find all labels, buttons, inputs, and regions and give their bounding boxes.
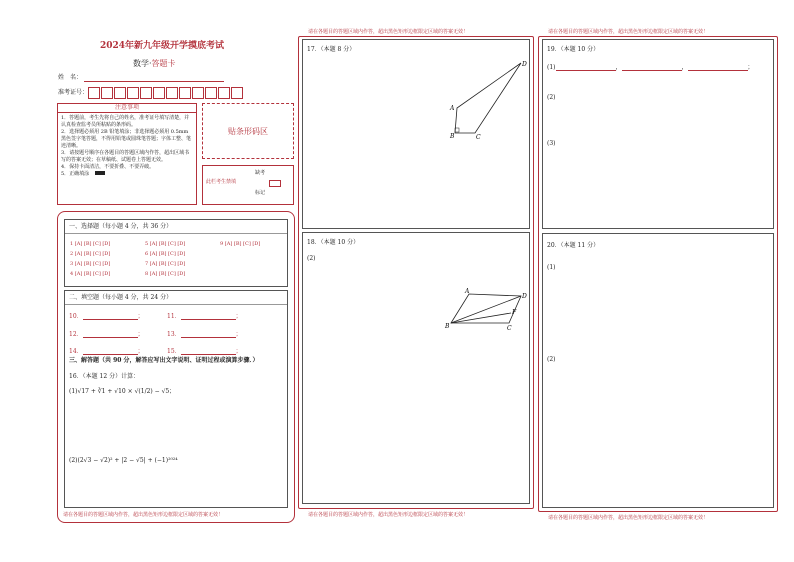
subtitle-dot: ·	[149, 59, 152, 68]
q17-label-A: A	[450, 105, 455, 112]
absent-forbidden: 此栏考生禁填	[206, 179, 237, 185]
q16-part2: (2)(2√3 − √2)² + |2 − √5| + (−1)²⁰²⁴	[69, 457, 178, 464]
choice-row[interactable]: 2 [A] [B] [C] [D]	[70, 251, 111, 257]
choice-row[interactable]: 1 [A] [B] [C] [D]	[70, 241, 111, 247]
section1-title: 一、选择题（每小题 4 分，共 36 分）	[69, 223, 173, 230]
filled-sample-icon	[95, 171, 105, 175]
q18-label-B: B	[445, 323, 450, 330]
barcode-label: 贴条形码区	[228, 126, 268, 136]
name-input-line[interactable]	[84, 81, 224, 82]
q18-title: 18．（本题 10 分）	[307, 239, 360, 246]
header-warning-col2: 请在各题目的答题区域内作答，超出黑色矩形边框限定区域的答案无效！	[308, 29, 469, 35]
choice-row[interactable]: 8 [A] [B] [C] [D]	[145, 271, 186, 277]
header-warning-col3: 请在各题目的答题区域内作答，超出黑色矩形边框限定区域的答案无效！	[548, 29, 709, 35]
subtitle-card: 答题卡	[151, 59, 176, 68]
subtitle	[133, 58, 176, 69]
barcode-area	[202, 103, 294, 159]
notice-item-2: 2．选择题必须用 2B 铅笔填涂；非选择题必须用 0.5mm 黑色签字笔答题，不得用铅笔或圆珠笔答题；字体工整、笔迹清晰。	[61, 129, 192, 149]
name-row	[58, 74, 224, 82]
blank-12[interactable]: 12． ；	[69, 331, 144, 338]
q17-label-D: D	[522, 61, 527, 68]
q19-part1[interactable]: (1) ， ， ；	[547, 64, 754, 71]
choice-row[interactable]: 5 [A] [B] [C] [D]	[145, 241, 186, 247]
id-cells[interactable]	[88, 87, 244, 99]
q17-figure	[443, 58, 533, 158]
q18-label-D: D	[522, 293, 527, 300]
choice-row[interactable]: 7 [A] [B] [C] [D]	[145, 261, 186, 267]
q19-title: 19．（本题 10 分）	[547, 46, 600, 53]
section2-box	[64, 290, 288, 508]
choice-row[interactable]: 4 [A] [B] [C] [D]	[70, 271, 111, 277]
blank-14[interactable]: 14． ；	[69, 348, 144, 355]
q19-box	[542, 39, 774, 229]
section2-title: 二、填空题（每小题 4 分，共 24 分）	[69, 294, 173, 301]
q18-figure	[443, 285, 531, 335]
notice-item-4: 4．保持卡面清洁，不要折叠、不要弄破。	[61, 164, 155, 170]
footer-warning-col1: 请在各题目的答题区域内作答，超出黑色矩形边框限定区域的答案无效！	[63, 512, 224, 518]
notice-list	[58, 113, 196, 180]
absent-mark-box[interactable]	[269, 180, 281, 187]
q17-label-C: C	[476, 134, 481, 141]
q16-title: 16．（本题 12 分）计算：	[69, 373, 140, 380]
notice-item-3: 3．请按题号顺序在各题目的答题区域内作答，超出区域书写的答案无效；在草稿纸、试题卷上答题无效。	[61, 150, 190, 163]
q17-label-B: B	[450, 133, 455, 140]
q20-box	[542, 233, 774, 508]
q18-label-C: C	[507, 325, 512, 332]
exam-title: 2024年新九年级开学摸底考试	[100, 41, 225, 51]
choice-row[interactable]: 3 [A] [B] [C] [D]	[70, 261, 111, 267]
q20-part1: (1)	[547, 264, 556, 271]
footer-warning-col3: 请在各题目的答题区域内作答，超出黑色矩形边框限定区域的答案无效！	[548, 515, 709, 521]
absent-label: 缺考	[255, 170, 266, 176]
choice-row[interactable]: 9 [A] [B] [C] [D]	[220, 241, 261, 247]
q20-part2: (2)	[547, 356, 556, 363]
choice-col2	[145, 239, 185, 279]
blank-10[interactable]: 10． ；	[69, 313, 144, 320]
section1-box	[64, 219, 288, 287]
choice-col3	[220, 239, 260, 249]
choice-row[interactable]: 6 [A] [B] [C] [D]	[145, 251, 186, 257]
q17-title: 17．（本题 8 分）	[307, 46, 356, 53]
id-label: 准考证号：	[58, 89, 89, 96]
q20-title: 20．（本题 11 分）	[547, 242, 600, 249]
absent-mark-label: 标记	[255, 190, 266, 196]
section2-divider	[65, 304, 287, 305]
section1-divider	[65, 233, 287, 234]
section3-title: 三、解答题（共 90 分，解答应写出文字说明、证明过程或演算步骤．）	[69, 357, 259, 364]
notice-item-1: 1．答题前，考生先将自己的姓名，准考证号填写清楚，并认真检查监考员所粘贴的条形码。	[61, 115, 190, 128]
q18-label-A: A	[465, 288, 470, 295]
q18-box	[302, 232, 530, 504]
blank-13[interactable]: 13． ；	[167, 331, 242, 338]
id-row	[58, 87, 244, 99]
q17-box	[302, 39, 530, 229]
notice-title: 注意事项	[58, 104, 196, 113]
notice-item-5: 5．正确填涂	[61, 171, 193, 178]
subtitle-subject: 数学	[133, 59, 149, 68]
blank-15[interactable]: 15． ；	[167, 348, 242, 355]
absent-box	[202, 165, 294, 205]
q19-part3: (3)	[547, 140, 556, 147]
notice-box	[57, 103, 197, 205]
footer-warning-col2: 请在各题目的答题区域内作答，超出黑色矩形边框限定区域的答案无效！	[308, 512, 469, 518]
choice-col1	[70, 239, 110, 279]
q19-part2: (2)	[547, 94, 556, 101]
q16-part1: (1)√17 + ∛1 + √10 × √(1/2) − √5；	[69, 388, 176, 395]
q18-sub: (2)	[307, 255, 316, 262]
q18-label-F: F	[512, 309, 517, 316]
blank-11[interactable]: 11． ；	[167, 313, 242, 320]
name-label: 姓 名：	[58, 74, 83, 81]
